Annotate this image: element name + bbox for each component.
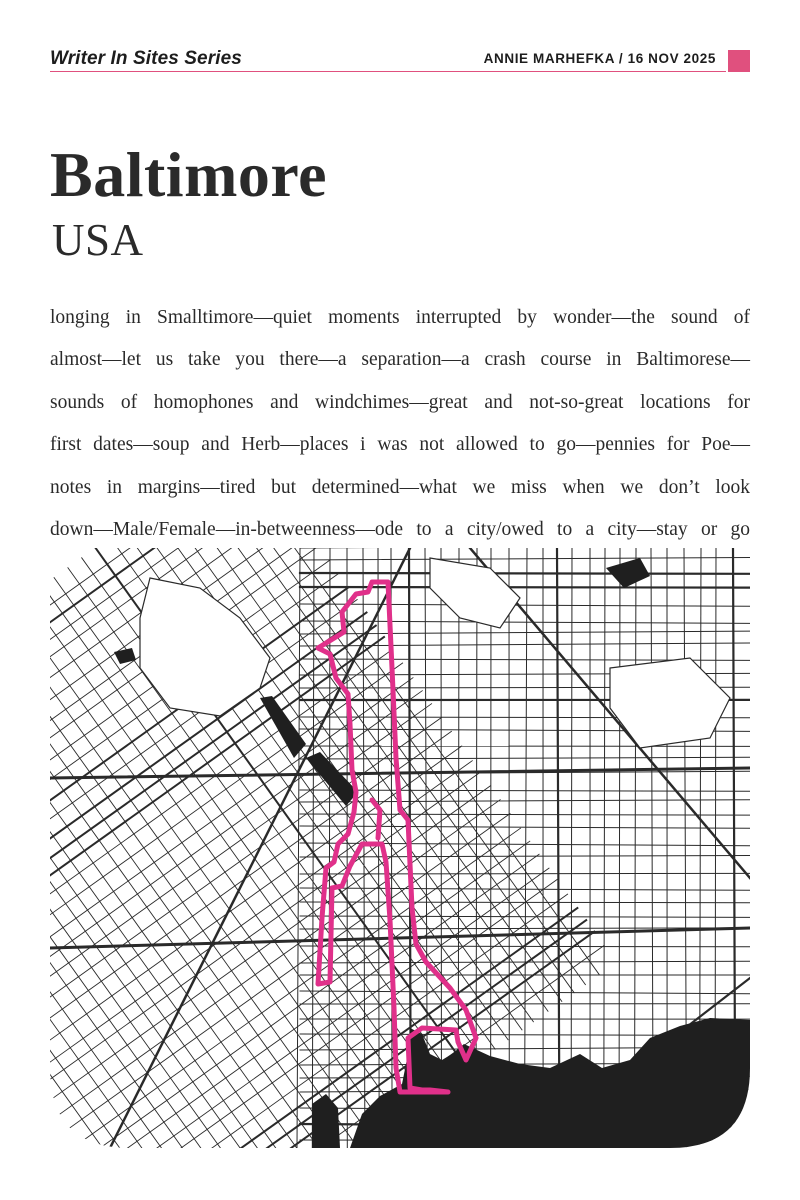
city-title: Baltimore bbox=[50, 139, 328, 210]
street bbox=[441, 548, 442, 1148]
accent-square bbox=[728, 50, 750, 72]
author-date-byline: ANNIE MARHEFKA / 16 NOV 2025 bbox=[483, 51, 716, 66]
country-subtitle: USA bbox=[52, 215, 144, 265]
series-title: Writer In Sites Series bbox=[50, 48, 242, 69]
body-line: notes in margins—tired but determined—what we miss when we don’t look bbox=[50, 476, 750, 498]
body-line: down—Male/Female—in-betweenness—ode to a city/owed to a city—stay or go bbox=[50, 519, 750, 541]
city-map bbox=[50, 548, 750, 1148]
body-line: almost—let us take you there—a separation—a crash course in Baltimorese— bbox=[50, 349, 750, 371]
page-header bbox=[50, 46, 750, 72]
body-text bbox=[50, 297, 750, 551]
body-line: sounds of homophones and windchimes—great and not-so-great locations for bbox=[50, 391, 750, 413]
header-rule bbox=[50, 71, 726, 72]
body-line: longing in Smalltimore—quiet moments interrupted by wonder—the sound of bbox=[50, 307, 750, 328]
body-line: first dates—soup and Herb—places i was not allowed to go—pennies for Poe— bbox=[50, 434, 750, 456]
street bbox=[300, 573, 750, 574]
